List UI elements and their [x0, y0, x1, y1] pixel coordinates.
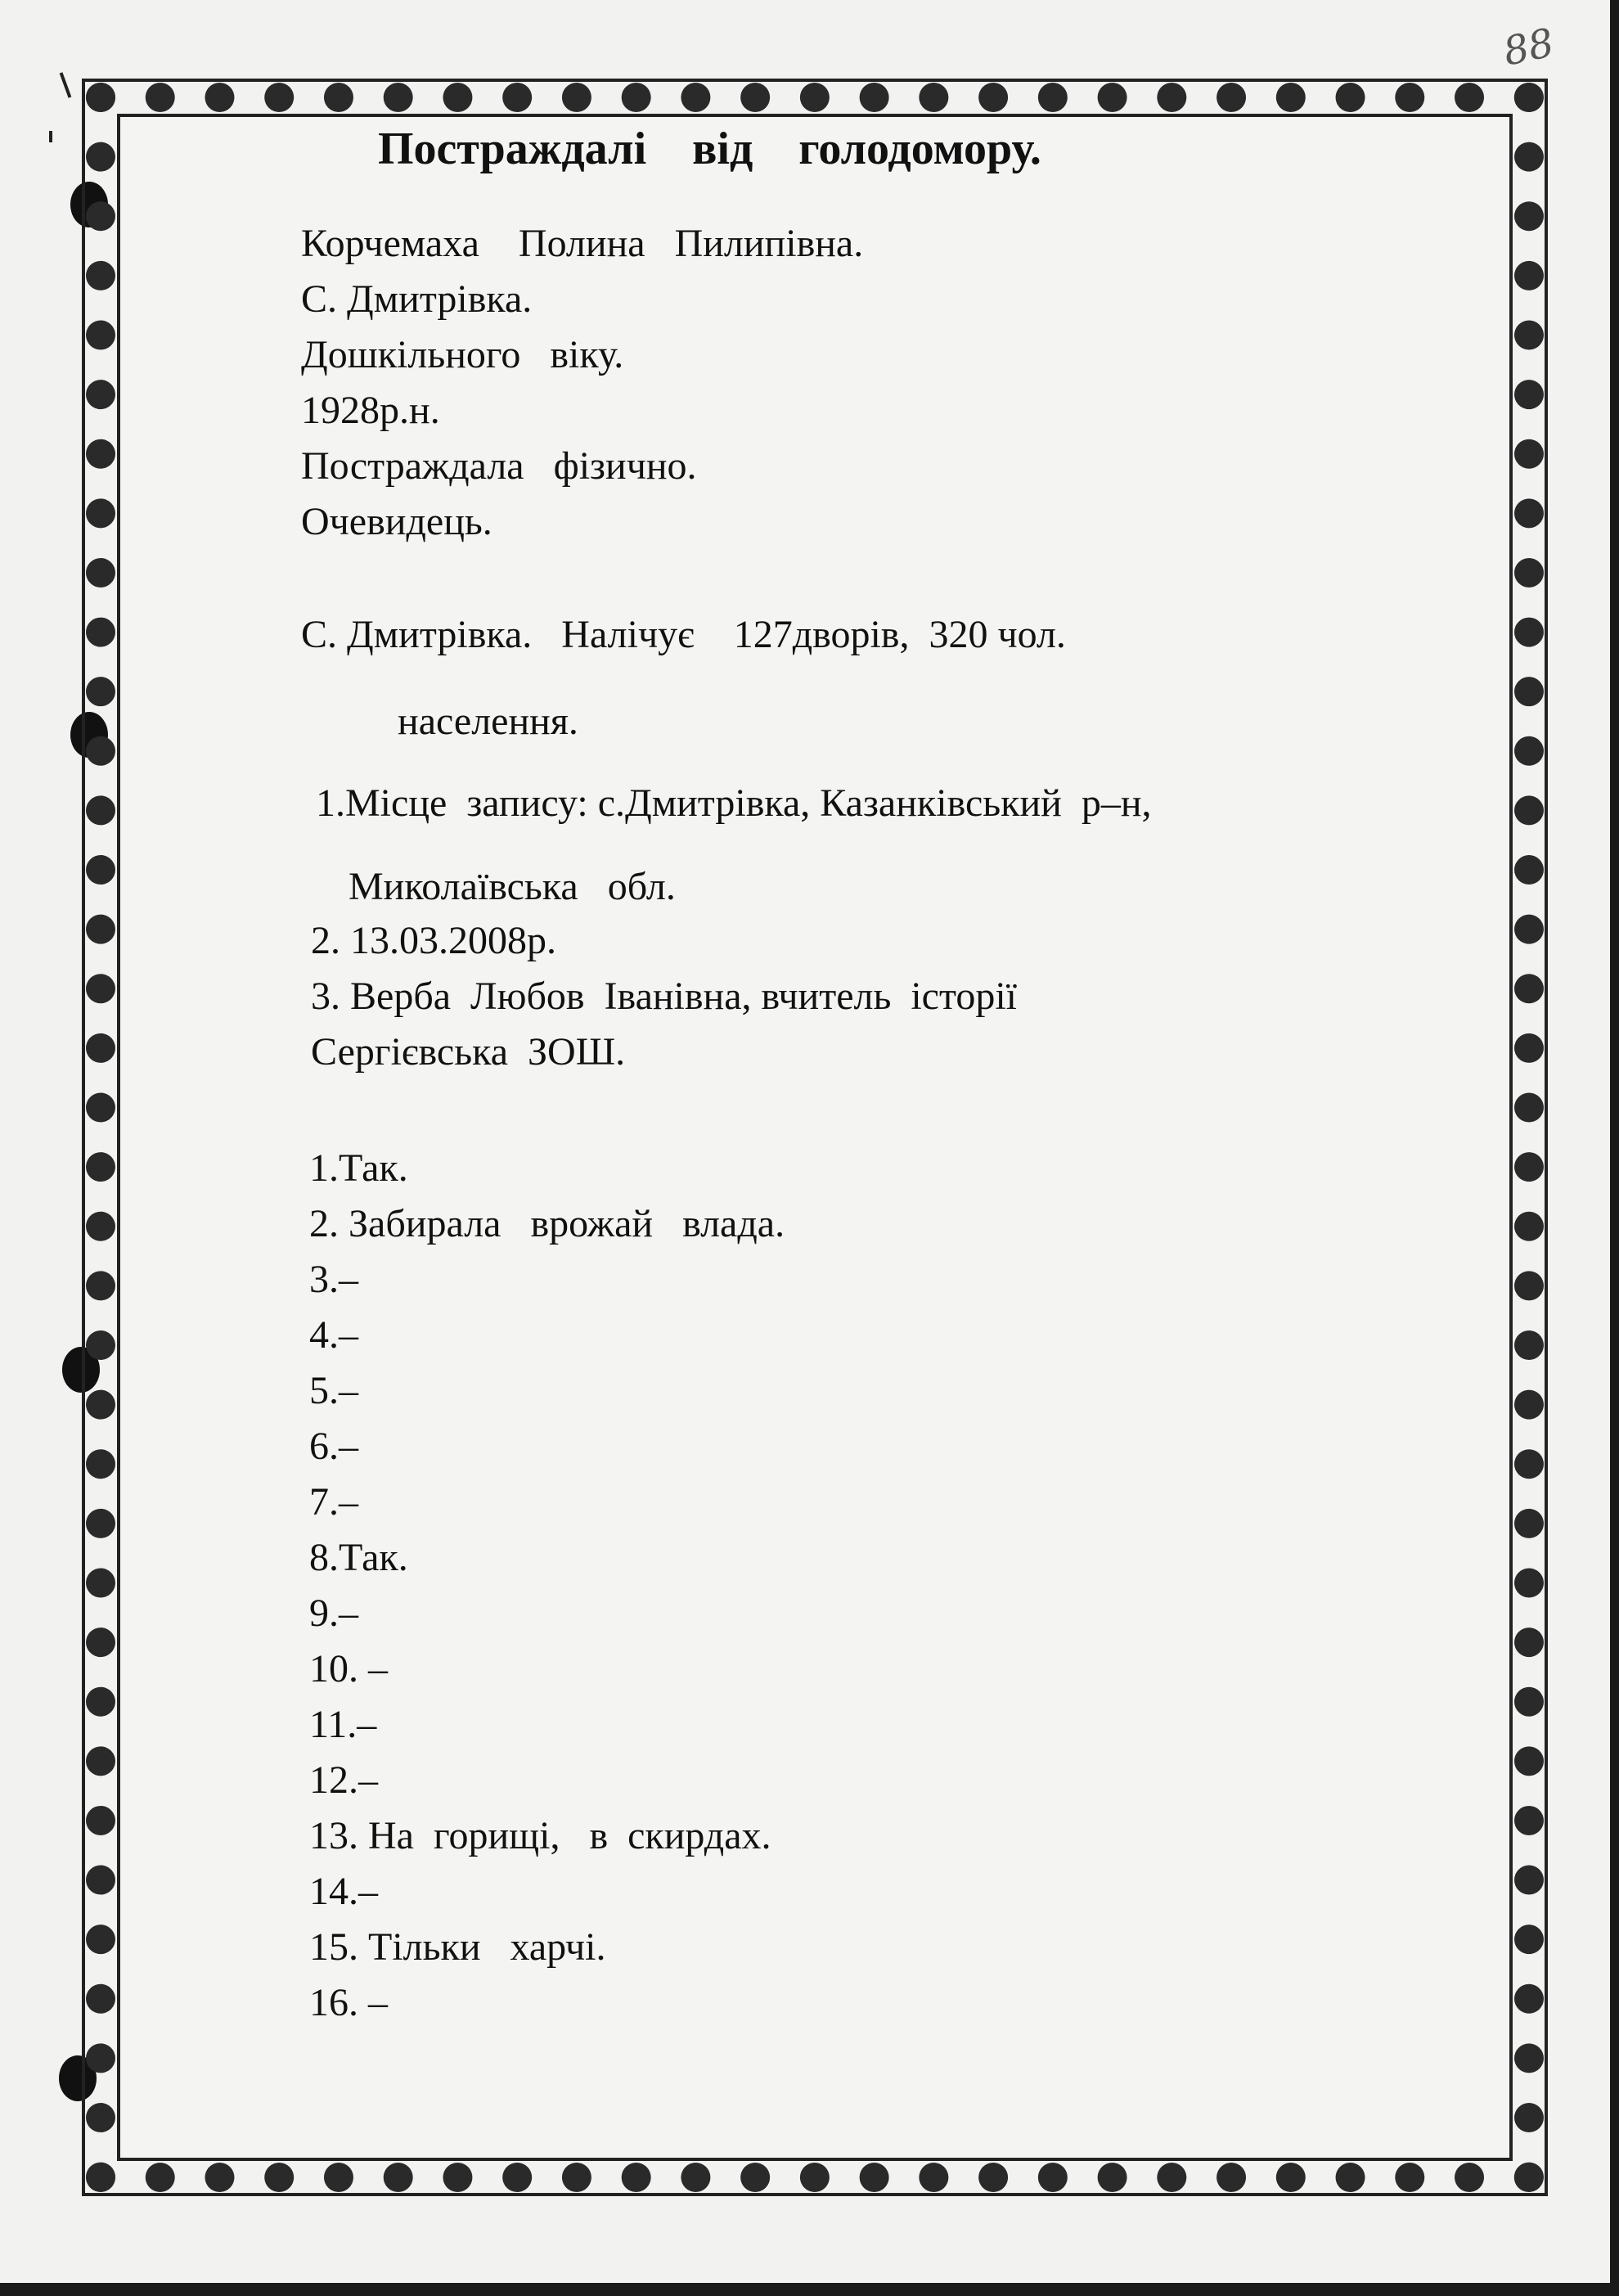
margin-mark	[60, 72, 72, 97]
person-suffered: Постраждала фізично.	[301, 444, 697, 488]
answer-11: 11.–	[309, 1703, 377, 1746]
answer-7: 7.–	[309, 1480, 358, 1524]
record-recorder-line2: Сергієвська ЗОШ.	[311, 1030, 626, 1074]
answer-9: 9.–	[309, 1591, 358, 1635]
margin-mark	[49, 131, 52, 142]
answer-1: 1.Так.	[309, 1146, 408, 1190]
person-village: С. Дмитрівка.	[301, 277, 533, 321]
answer-10: 10. –	[309, 1647, 388, 1690]
answer-5: 5.–	[309, 1369, 358, 1412]
person-role: Очевидець.	[301, 500, 492, 543]
page-title: Постраждалі від голодомору.	[378, 124, 1041, 174]
record-place-line2: Миколаївська обл.	[349, 865, 676, 908]
answer-16: 16. –	[309, 1981, 388, 2024]
answer-2: 2. Забирала врожай влада.	[309, 1202, 785, 1245]
answer-15: 15. Тільки харчі.	[309, 1925, 606, 1969]
person-age-group: Дошкільного віку.	[301, 333, 624, 376]
village-info-line1: С. Дмитрівка. Налічує 127дворів, 320 чол.	[301, 613, 1066, 656]
answer-8: 8.Так.	[309, 1536, 408, 1579]
record-recorder-line1: 3. Верба Любов Іванівна, вчитель історії	[311, 975, 1017, 1018]
answer-4: 4.–	[309, 1313, 358, 1357]
village-info-line2: населення.	[398, 700, 578, 743]
person-birth-year: 1928р.н.	[301, 389, 440, 432]
answer-6: 6.–	[309, 1425, 358, 1468]
answer-12: 12.–	[309, 1758, 378, 1802]
person-name: Корчемаха Полина Пилипівна.	[301, 222, 864, 265]
record-date: 2. 13.03.2008р.	[311, 919, 556, 962]
page-number: 88	[1499, 20, 1558, 75]
answer-3: 3.–	[309, 1258, 358, 1301]
answer-13: 13. На горищі, в скирдах.	[309, 1814, 771, 1857]
record-place-line1: 1.Місце запису: с.Дмитрівка, Казанківський р–н,	[316, 781, 1152, 825]
answer-14: 14.–	[309, 1870, 378, 1913]
